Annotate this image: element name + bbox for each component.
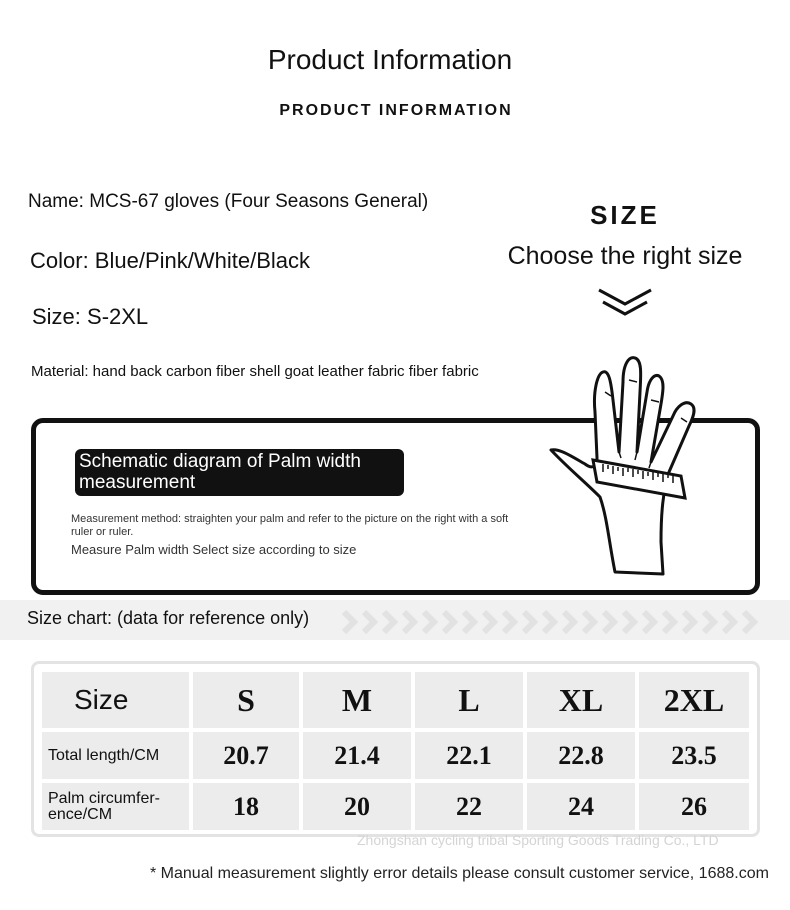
size-subheading: Choose the right size: [507, 242, 743, 270]
row-label-total-length: Total length/CM: [42, 732, 189, 779]
table-cell: 26: [639, 783, 749, 830]
hand-measurement-icon: [545, 352, 715, 582]
product-name: Name: MCS-67 gloves (Four Seasons General): [28, 191, 429, 212]
table-cell: 24: [527, 783, 635, 830]
company-watermark: Zhongshan cycling tribal Sporting Goods Trading Co., LTD: [357, 832, 719, 848]
table-cell: 20: [303, 783, 411, 830]
size-col-m: M: [303, 672, 411, 728]
table-cell: 18: [193, 783, 299, 830]
table-cell: 22.1: [415, 732, 523, 779]
page-subtitle: PRODUCT INFORMATION: [279, 102, 513, 119]
size-table-frame: [31, 661, 760, 837]
chevron-down-icon: [595, 288, 655, 320]
product-material: Material: hand back carbon fiber shell goat leather fabric fiber fabric: [31, 363, 479, 380]
arrow-right-icon: [340, 610, 760, 634]
size-heading: SIZE: [590, 200, 660, 230]
size-col-xl: XL: [527, 672, 635, 728]
measurement-note: Measure Palm width Select size according to size: [71, 542, 357, 557]
row-label-palm-circumference: Palm circumfer-ence/CM: [42, 783, 189, 830]
size-col-2xl: 2XL: [639, 672, 749, 728]
table-cell: 22: [415, 783, 523, 830]
product-size: Size: S-2XL: [32, 304, 149, 329]
footer-note: * Manual measurement slightly error details please consult customer service, 1688.com: [150, 865, 769, 882]
table-row: [42, 732, 749, 779]
table-row: [42, 783, 749, 830]
size-table: [38, 668, 753, 834]
size-col-s: S: [193, 672, 299, 728]
table-cell: 22.8: [527, 732, 635, 779]
table-cell: 20.7: [193, 732, 299, 779]
table-cell: 21.4: [303, 732, 411, 779]
size-col-l: L: [415, 672, 523, 728]
size-chart-label: Size chart: (data for reference only): [27, 608, 310, 628]
page-title: Product Information: [267, 44, 513, 75]
product-color: Color: Blue/Pink/White/Black: [30, 248, 310, 273]
table-cell: 23.5: [639, 732, 749, 779]
table-row: [42, 672, 749, 728]
measurement-title: Schematic diagram of Palm width measurement: [75, 449, 404, 496]
size-header-label: Size: [42, 672, 189, 728]
measurement-method: Measurement method: straighten your palm and refer to the picture on the right with a soft ruler or ruler.: [71, 513, 509, 538]
